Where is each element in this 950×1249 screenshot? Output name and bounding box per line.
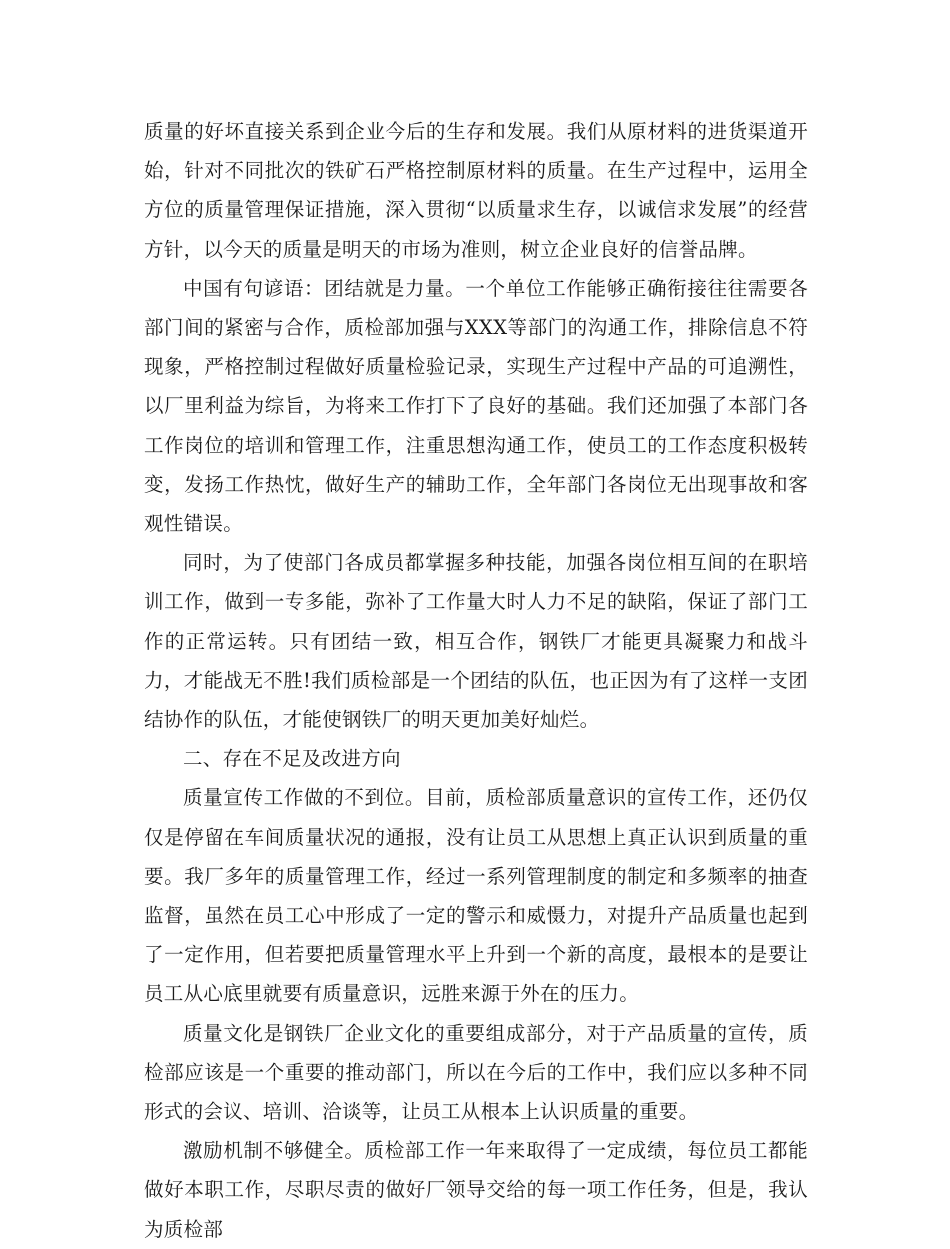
paragraph-teamwork: 中国有句谚语：团结就是力量。一个单位工作能够正确衔接往往需要各部门间的紧密与合作，质检部加强与XXX等部门的沟通工作，排除信息不符现象，严格控制过程做好质量检验记录，实现生产过程中产品的可追溯性，以厂里利益为综旨，为将来工作打下了良好的基础。我们还加强了本部门各工作岗位的培训和管理工作，注重思想沟通工作，使员工的工作态度积极转变，发扬工作热忱，做好生产的辅助工作，全年部门各岗位无出现事故和客观性错误。 <box>144 276 808 536</box>
paragraph-training: 同时，为了使部门各成员都掌握多种技能，加强各岗位相互间的在职培训工作，做到一专多能，弥补了工作量大时人力不足的缺陷，保证了部门工作的正常运转。只有团结一致，相互合作，钢铁厂才能更具凝聚力和战斗力，才能战无不胜!我们质检部是一个团结的队伍，也正因为有了这样一支团结协作的队伍，才能使钢铁厂的明天更加美好灿烂。 <box>144 551 808 732</box>
paragraph-quality-importance: 质量的好坏直接关系到企业今后的生存和发展。我们从原材料的进货渠道开始，针对不同批次的铁矿石严格控制原材料的质量。在生产过程中，运用全方位的质量管理保证措施，深入贯彻“以质量求生存，以诚信求发展”的经营方针，以今天的质量是明天的市场为准则，树立企业良好的信誉品牌。 <box>144 120 808 261</box>
section-heading-shortcomings: 二、存在不足及改进方向 <box>183 747 401 771</box>
paragraph-publicity: 质量宣传工作做的不到位。目前，质检部质量意识的宣传工作，还仍仅仅是停留在车间质量状况的通报，没有让员工从思想上真正认识到质量的重要。我厂多年的质量管理工作，经过一系列管理制度的制定和多频率的抽查监督，虽然在员工心中形成了一定的警示和威慑力，对提升产品质量也起到了一定作用，但若要把质量管理水平上升到一个新的高度，最根本的是要让员工从心底里就要有质量意识，远胜来源于外在的压力。 <box>144 786 808 1006</box>
paragraph-incentives: 激励机制不够健全。质检部工作一年来取得了一定成绩，每位员工都能做好本职工作，尽职尽责的做好厂领导交给的每一项工作任务，但是，我认为质检部 <box>144 1139 808 1241</box>
document-body <box>144 112 808 1249</box>
paragraph-quality-culture: 质量文化是钢铁厂企业文化的重要组成部分，对于产品质量的宣传，质检部应该是一个重要的推动部门，所以在今后的工作中，我们应以多种不同形式的会议、培训、洽谈等，让员工从根本上认识质量的重要。 <box>144 1021 808 1124</box>
